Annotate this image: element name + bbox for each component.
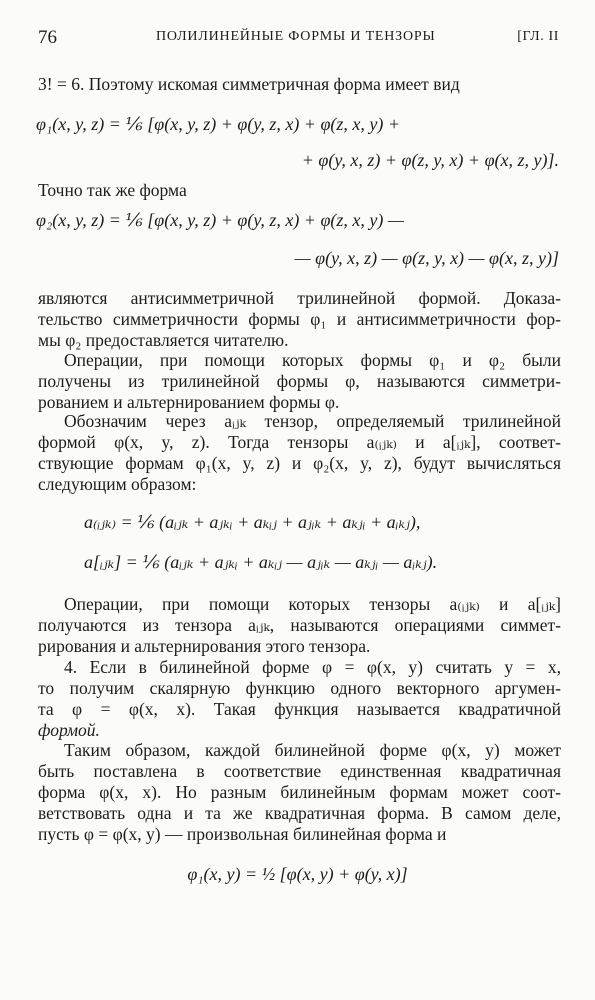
formula-antisymmetric-line1: φ₂(x, y, z) = ⅙ [φ(x, y, z) + φ(y, z, x) + φ(z, x, y) — (36, 210, 404, 230)
paragraph-line: пусть φ = φ(x, y) — произвольная билинейная форма и (38, 824, 447, 844)
text-line: 3! = 6. Поэтому искомая симметричная форма имеет вид (38, 74, 460, 94)
paragraph-line: то получим скалярную функцию одного векторного аргумен- (38, 678, 561, 698)
paragraph-line: получаются из тензора aᵢⱼₖ, называются операциями симмет- (38, 615, 561, 635)
formula-symmetric-line1: φ₁(x, y, z) = ⅙ [φ(x, y, z) + φ(y, z, x) + φ(z, x, y) + (36, 114, 401, 134)
running-title: ПОЛИЛИНЕЙНЫЕ ФОРМЫ И ТЕНЗОРЫ (156, 29, 436, 44)
formula-bilinear-symmetric: φ₁(x, y) = ½ [φ(x, y) + φ(y, x)] (187, 864, 408, 884)
formula-antisymmetric-line2: — φ(y, x, z) — φ(z, y, x) — φ(x, z, y)] (294, 248, 559, 268)
paragraph-line: Таким образом, каждой билинейной форме φ(x, y) может (64, 740, 561, 760)
paragraph-line: быть поставлена в соответствие единственная квадратичная (38, 761, 561, 781)
paragraph-line: Операции, при помощи которых формы φ₁ и φ₂ были (64, 350, 561, 370)
paragraph-line: являются антисимметричной трилинейной формой. Доказа- (38, 288, 561, 308)
chapter-label: [ГЛ. II (517, 29, 559, 44)
formula-symmetric-line2: + φ(y, x, z) + φ(z, y, x) + φ(x, z, y)]. (301, 150, 559, 170)
text-line: Точно так же форма (38, 180, 187, 200)
paragraph-line: мы φ₂ предоставляется читателю. (38, 330, 289, 350)
paragraph-line: ствующие формам φ₁(x, y, z) и φ₂(x, y, z), будут вычисляться (38, 453, 561, 473)
paragraph-line: та φ = φ(x, x). Такая функция называется квадратичной (38, 699, 561, 719)
paragraph-line: Операции, при помощи которых тензоры a₍ᵢⱼₖ₎ и a[ᵢⱼₖ] (64, 594, 561, 614)
paragraph-line: 4. Если в билинейной форме φ = φ(x, y) считать y = x, (64, 657, 561, 677)
paragraph-line: формой. (38, 720, 100, 740)
formula-tensor-alternation: a[ᵢⱼₖ] = ⅙ (aᵢⱼₖ + aⱼₖᵢ + aₖᵢⱼ — aⱼᵢₖ — aₖⱼᵢ — aᵢₖⱼ). (84, 552, 438, 572)
paragraph-line: ветствовать одна и та же квадратичная форма. В самом деле, (38, 803, 561, 823)
paragraph-line: рирования и альтернирования этого тензора. (38, 636, 371, 656)
page-header (38, 27, 559, 51)
paragraph-line: тельство симметричности формы φ₁ и антисимметричности фор- (38, 309, 561, 329)
formula-tensor-symmetrization: a₍ᵢⱼₖ₎ = ⅙ (aᵢⱼₖ + aⱼₖᵢ + aₖᵢⱼ + aⱼᵢₖ + aₖⱼᵢ + aᵢₖⱼ), (84, 512, 421, 532)
paragraph-line: рованием и альтернированием формы φ. (38, 392, 340, 412)
paragraph-line: формой φ(x, y, z). Тогда тензоры a₍ᵢⱼₖ₎ и a[ᵢⱼₖ], соответ- (38, 432, 561, 452)
paragraph-line: форма φ(x, x). Но разным билинейным формам может соот- (38, 782, 561, 802)
paragraph-line: Обозначим через aᵢⱼₖ тензор, определяемый трилинейной (64, 411, 561, 431)
page-number: 76 (38, 27, 57, 48)
paragraph-line: следующим образом: (38, 474, 197, 494)
paragraph-line: получены из трилинейной формы φ, называются симметри- (38, 371, 561, 391)
